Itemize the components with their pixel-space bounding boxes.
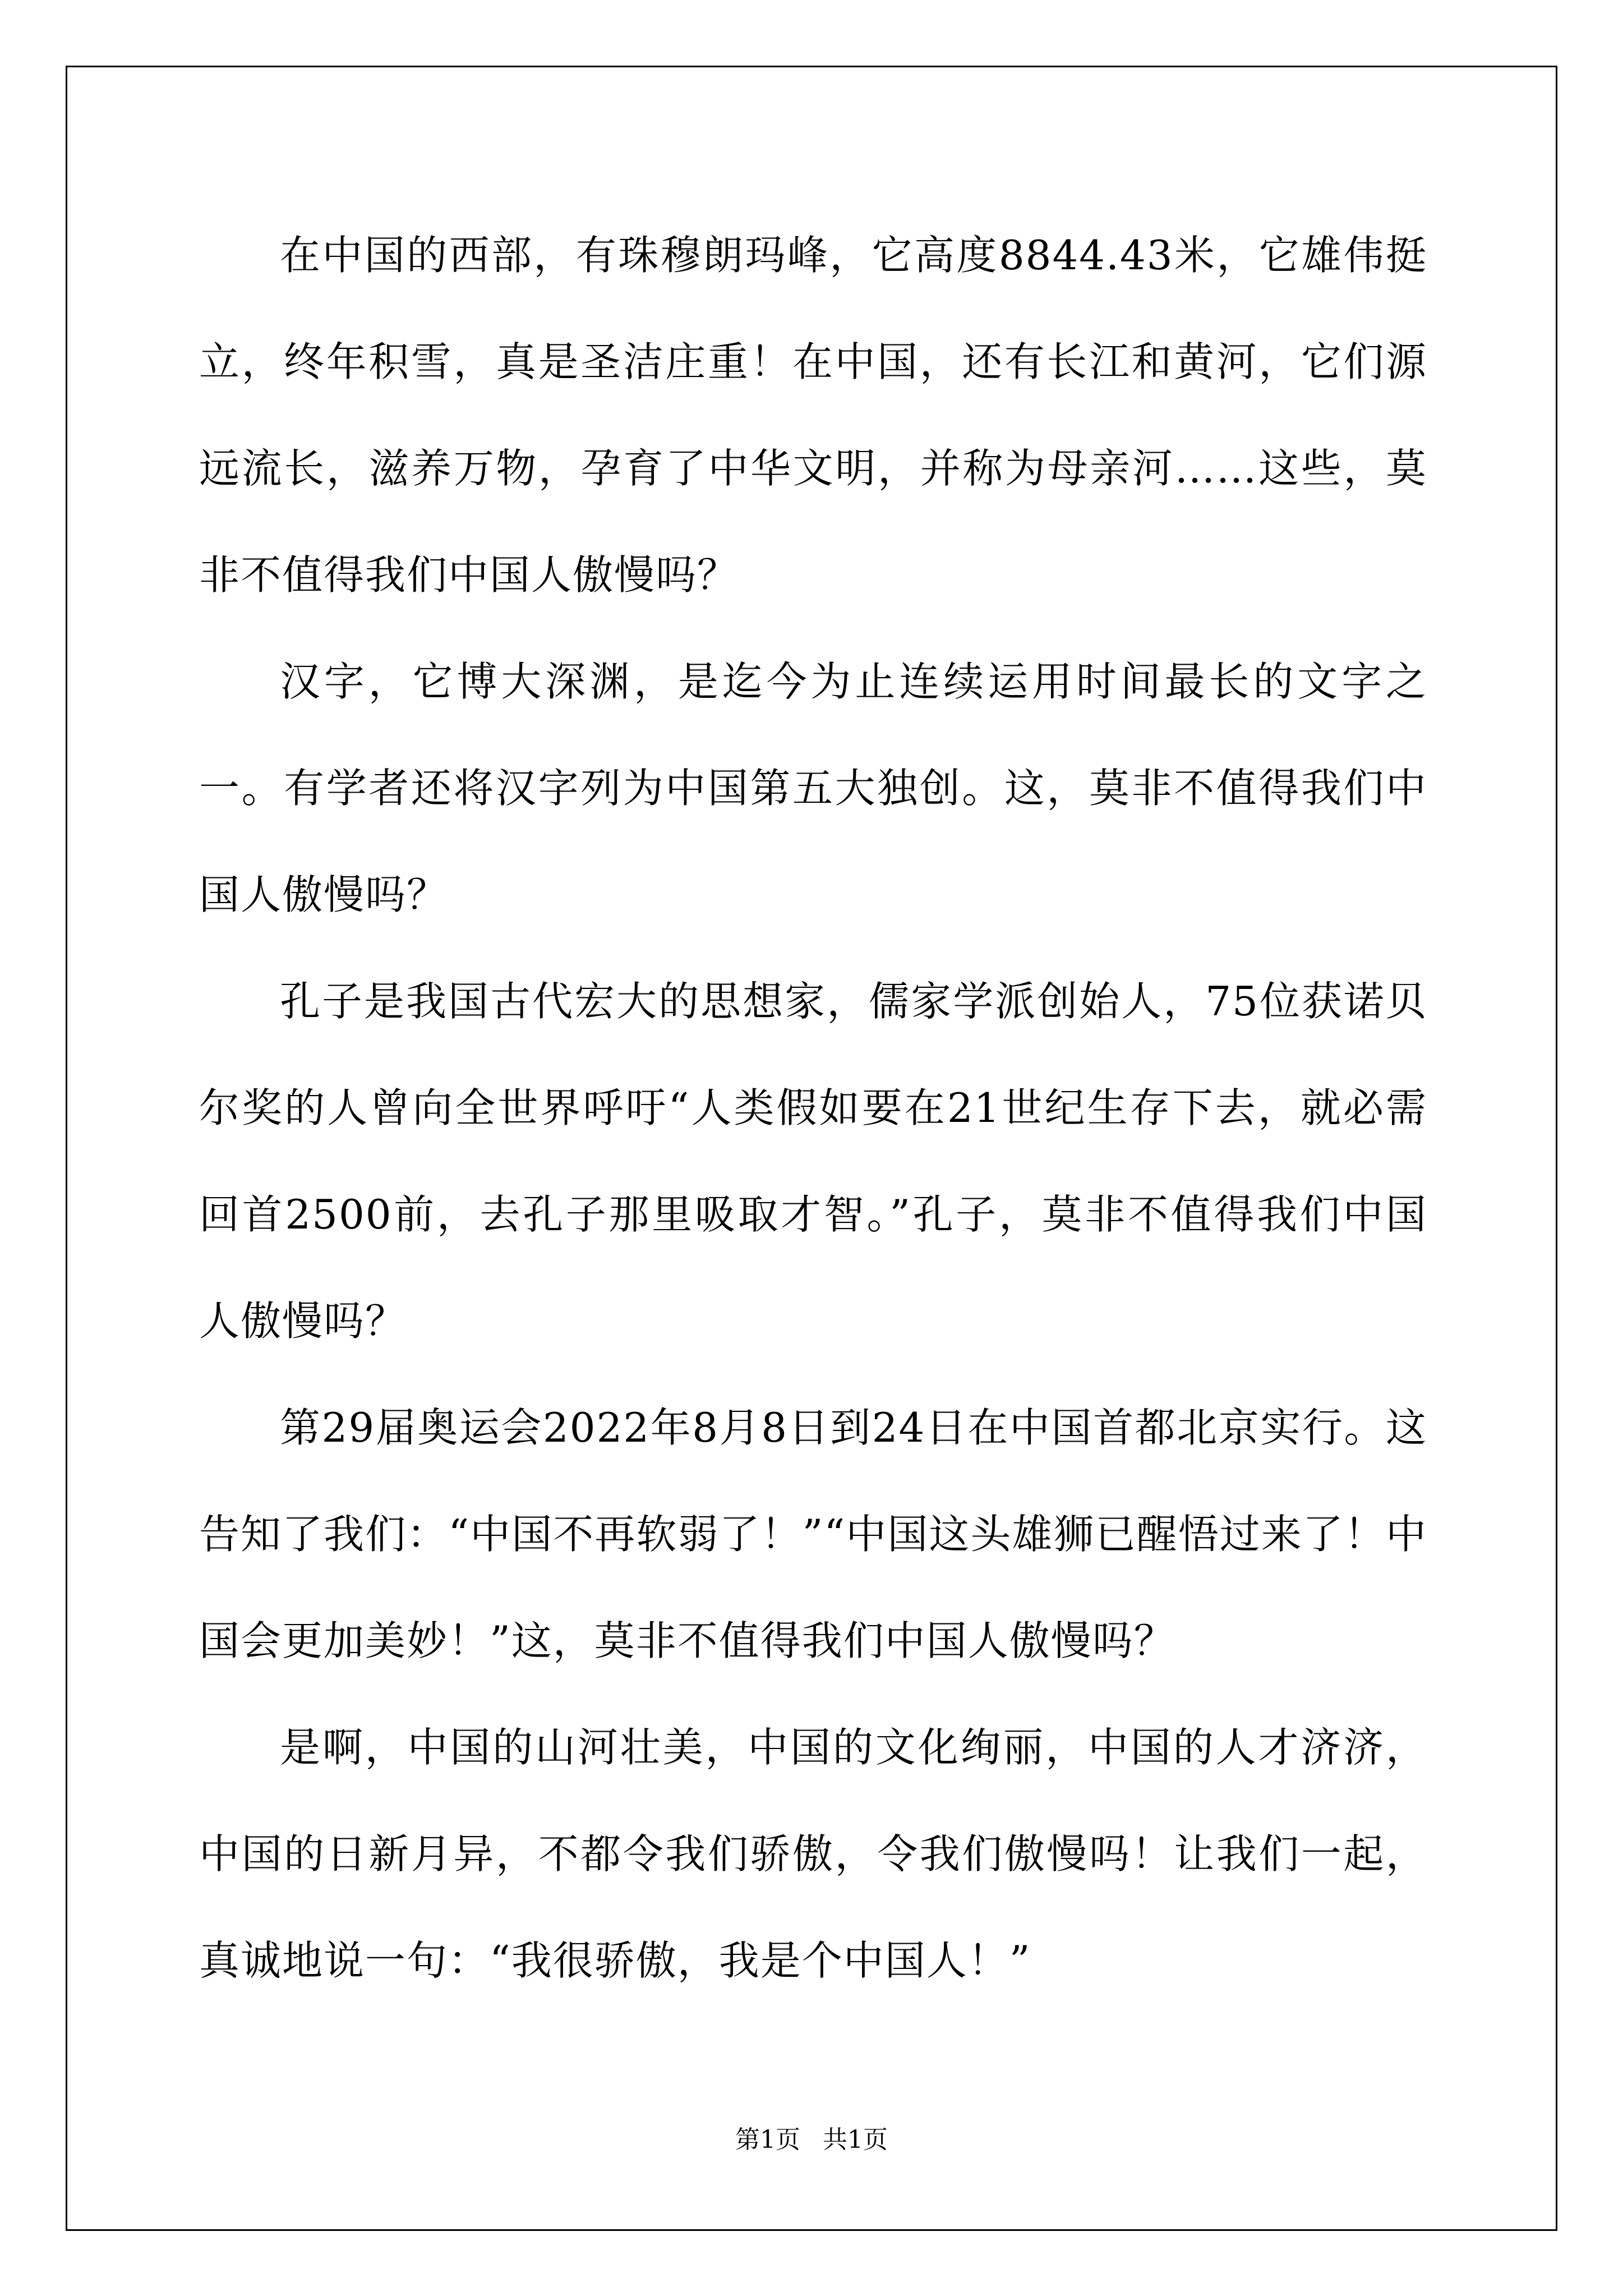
- page-footer: [0, 2123, 1623, 2157]
- paragraph-1: 在中国的西部，有珠穆朗玛峰，它高度8844.43米，它雄伟挺立，终年积雪，真是圣洁庄重！在中国，还有长江和黄河，它们源远流长，滋养万物，孕育了中华文明，并称为母亲河……这些，莫非不值得我们中国人傲慢吗？: [199, 232, 1427, 599]
- paragraph-4: 第29届奥运会2022年8月8日到24日在中国首都北京实行。这告知了我们：“中国不再软弱了！”“中国这头雄狮已醒悟过来了！中国会更加美妙！”这，莫非不值得我们中国人傲慢吗？: [199, 1404, 1427, 1664]
- paragraph-2: 汉字，它博大深渊，是迄今为止连续运用时间最长的文字之一。有学者还将汉字列为中国第五大独创。这，莫非不值得我们中国人傲慢吗？: [199, 658, 1427, 918]
- page-number-current: 第1页: [735, 2125, 800, 2154]
- paragraph-3: 孔子是我国古代宏大的思想家，儒家学派创始人，75位获诺贝尔奖的人曾向全世界呼吁“人类假如要在21世纪生存下去，就必需回首2500前，去孔子那里吸取才智。”孔子，莫非不值得我们中国人傲慢吗？: [199, 978, 1427, 1345]
- page-number-total: 共1页: [823, 2125, 888, 2154]
- document-body: [199, 202, 1427, 2014]
- paragraph-5: 是啊，中国的山河壮美，中国的文化绚丽，中国的人才济济，中国的日新月异，不都令我们骄傲，令我们傲慢吗！让我们一起，真诚地说一句：“我很骄傲，我是个中国人！”: [199, 1724, 1427, 1984]
